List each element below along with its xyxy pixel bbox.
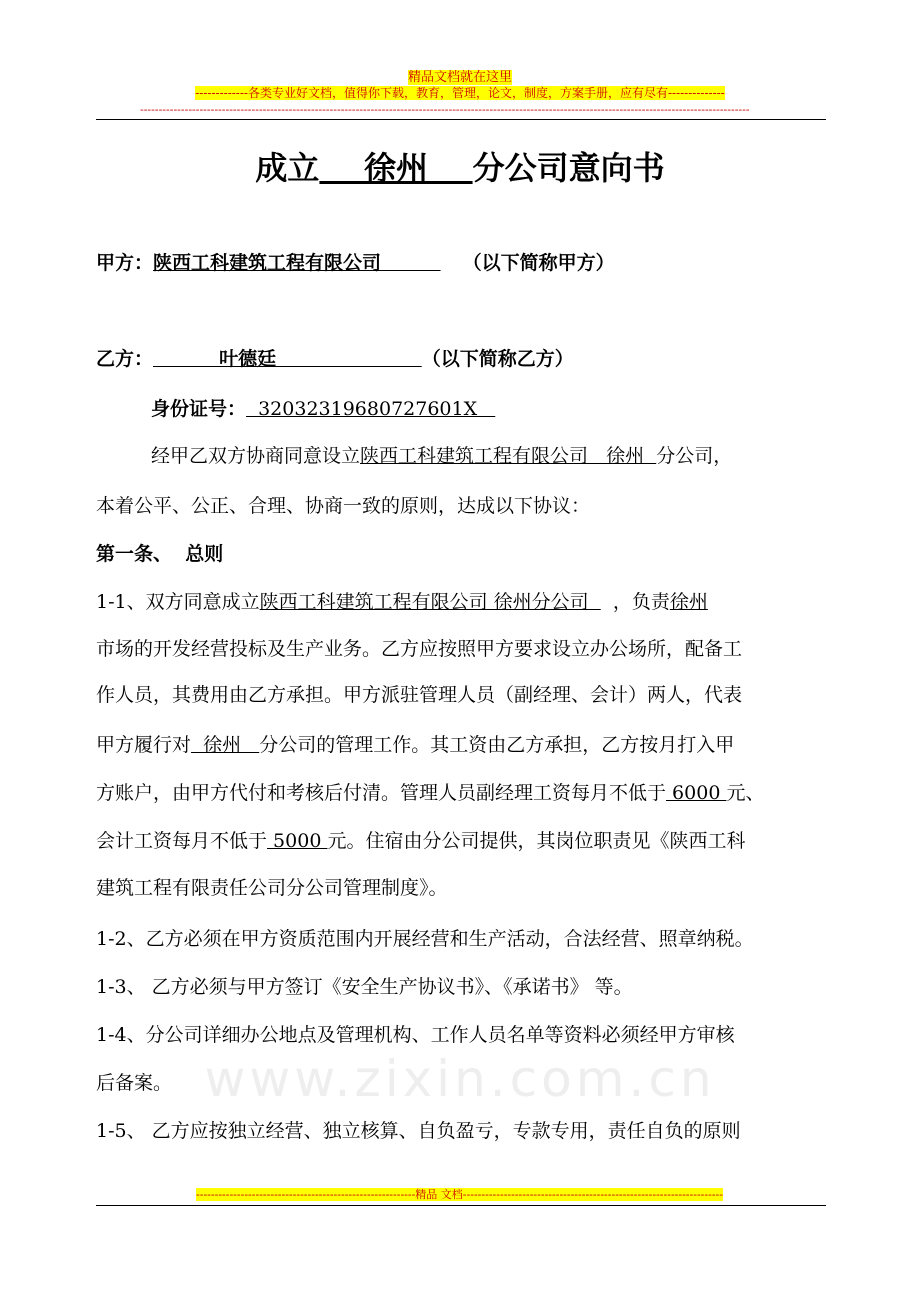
clause-1-3: 1-3、 乙方必须与甲方签订《安全生产协议书》、《承诺书》 等。 (96, 976, 633, 998)
clause-1-1-line-6: 会计工资每月不低于 5000 元。住宿由分公司提供，其岗位职责见《陕西工科 (96, 830, 746, 852)
clause-1-1-line-1: 1-1、双方同意成立陕西工科建筑工程有限公司 徐州分公司 ，负责徐州 (96, 591, 708, 613)
header-subtitle: -------------各类专业好文档，值得你下载，教育，管理，论文，制度，方案手册，应有尽有-------------- (195, 86, 725, 100)
header-dash-line: -------------------------------------------------------------------------------------------------------------------------------------------------------------------- (140, 103, 750, 116)
header-rule (96, 119, 826, 120)
clause-1-5: 1-5、 乙方应按独立经营、独立核算、自负盈亏，专款专用，责任自负的原则 (96, 1120, 741, 1142)
footer-label: -----------------------------------------------------------精品 文档---------------------------------------------------------------------- (196, 1188, 723, 1201)
party-b-line: 乙方： 叶德廷 （以下简称乙方） (96, 348, 574, 370)
clause-1-1-line-3: 作人员，其费用由乙方承担。甲方派驻管理人员（副经理、会计）两人，代表 (96, 684, 743, 706)
clause-1-1-line-2: 市场的开发经营投标及生产业务。乙方应按照甲方要求设立办公场所，配备工 (96, 638, 743, 660)
clause-1-1-line-4: 甲方履行对 徐州 分公司的管理工作。其工资由乙方承担，乙方按月打入甲 (96, 734, 735, 756)
clause-1-1-line-5: 方账户，由甲方代付和考核后付清。管理人员副经理工资每月不低于 6000 元、 (96, 782, 765, 804)
page-title: 成立 徐州 分公司意向书 (255, 149, 665, 187)
article-1-heading: 第一条、 总则 (96, 543, 224, 565)
clause-1-4-line-1: 1-4、分公司详细办公地点及管理机构、工作人员名单等资料必须经甲方审核 (96, 1024, 735, 1046)
clause-1-2: 1-2、乙方必须在甲方资质范围内开展经营和生产活动，合法经营、照章纳税。 (96, 928, 754, 950)
footer-rule (96, 1205, 826, 1206)
header-top-label: 精品文档就在这里 (407, 70, 512, 85)
party-a-line: 甲方：陕西工科建筑工程有限公司 （以下简称甲方） (96, 252, 615, 274)
id-number-line: 身份证号： 32032319680727601X (151, 398, 496, 420)
watermark: www.zixin.com.cn (204, 1050, 716, 1108)
clause-1-1-line-7: 建筑工程有限责任公司分公司管理制度》。 (96, 877, 448, 899)
intro-line-2: 本着公平、公正、合理、协商一致的原则，达成以下协议： (96, 495, 591, 517)
intro-line-1: 经甲乙双方协商同意设立陕西工科建筑工程有限公司 徐州 分公司， (151, 445, 733, 467)
clause-1-4-line-2: 后备案。 (96, 1072, 173, 1094)
